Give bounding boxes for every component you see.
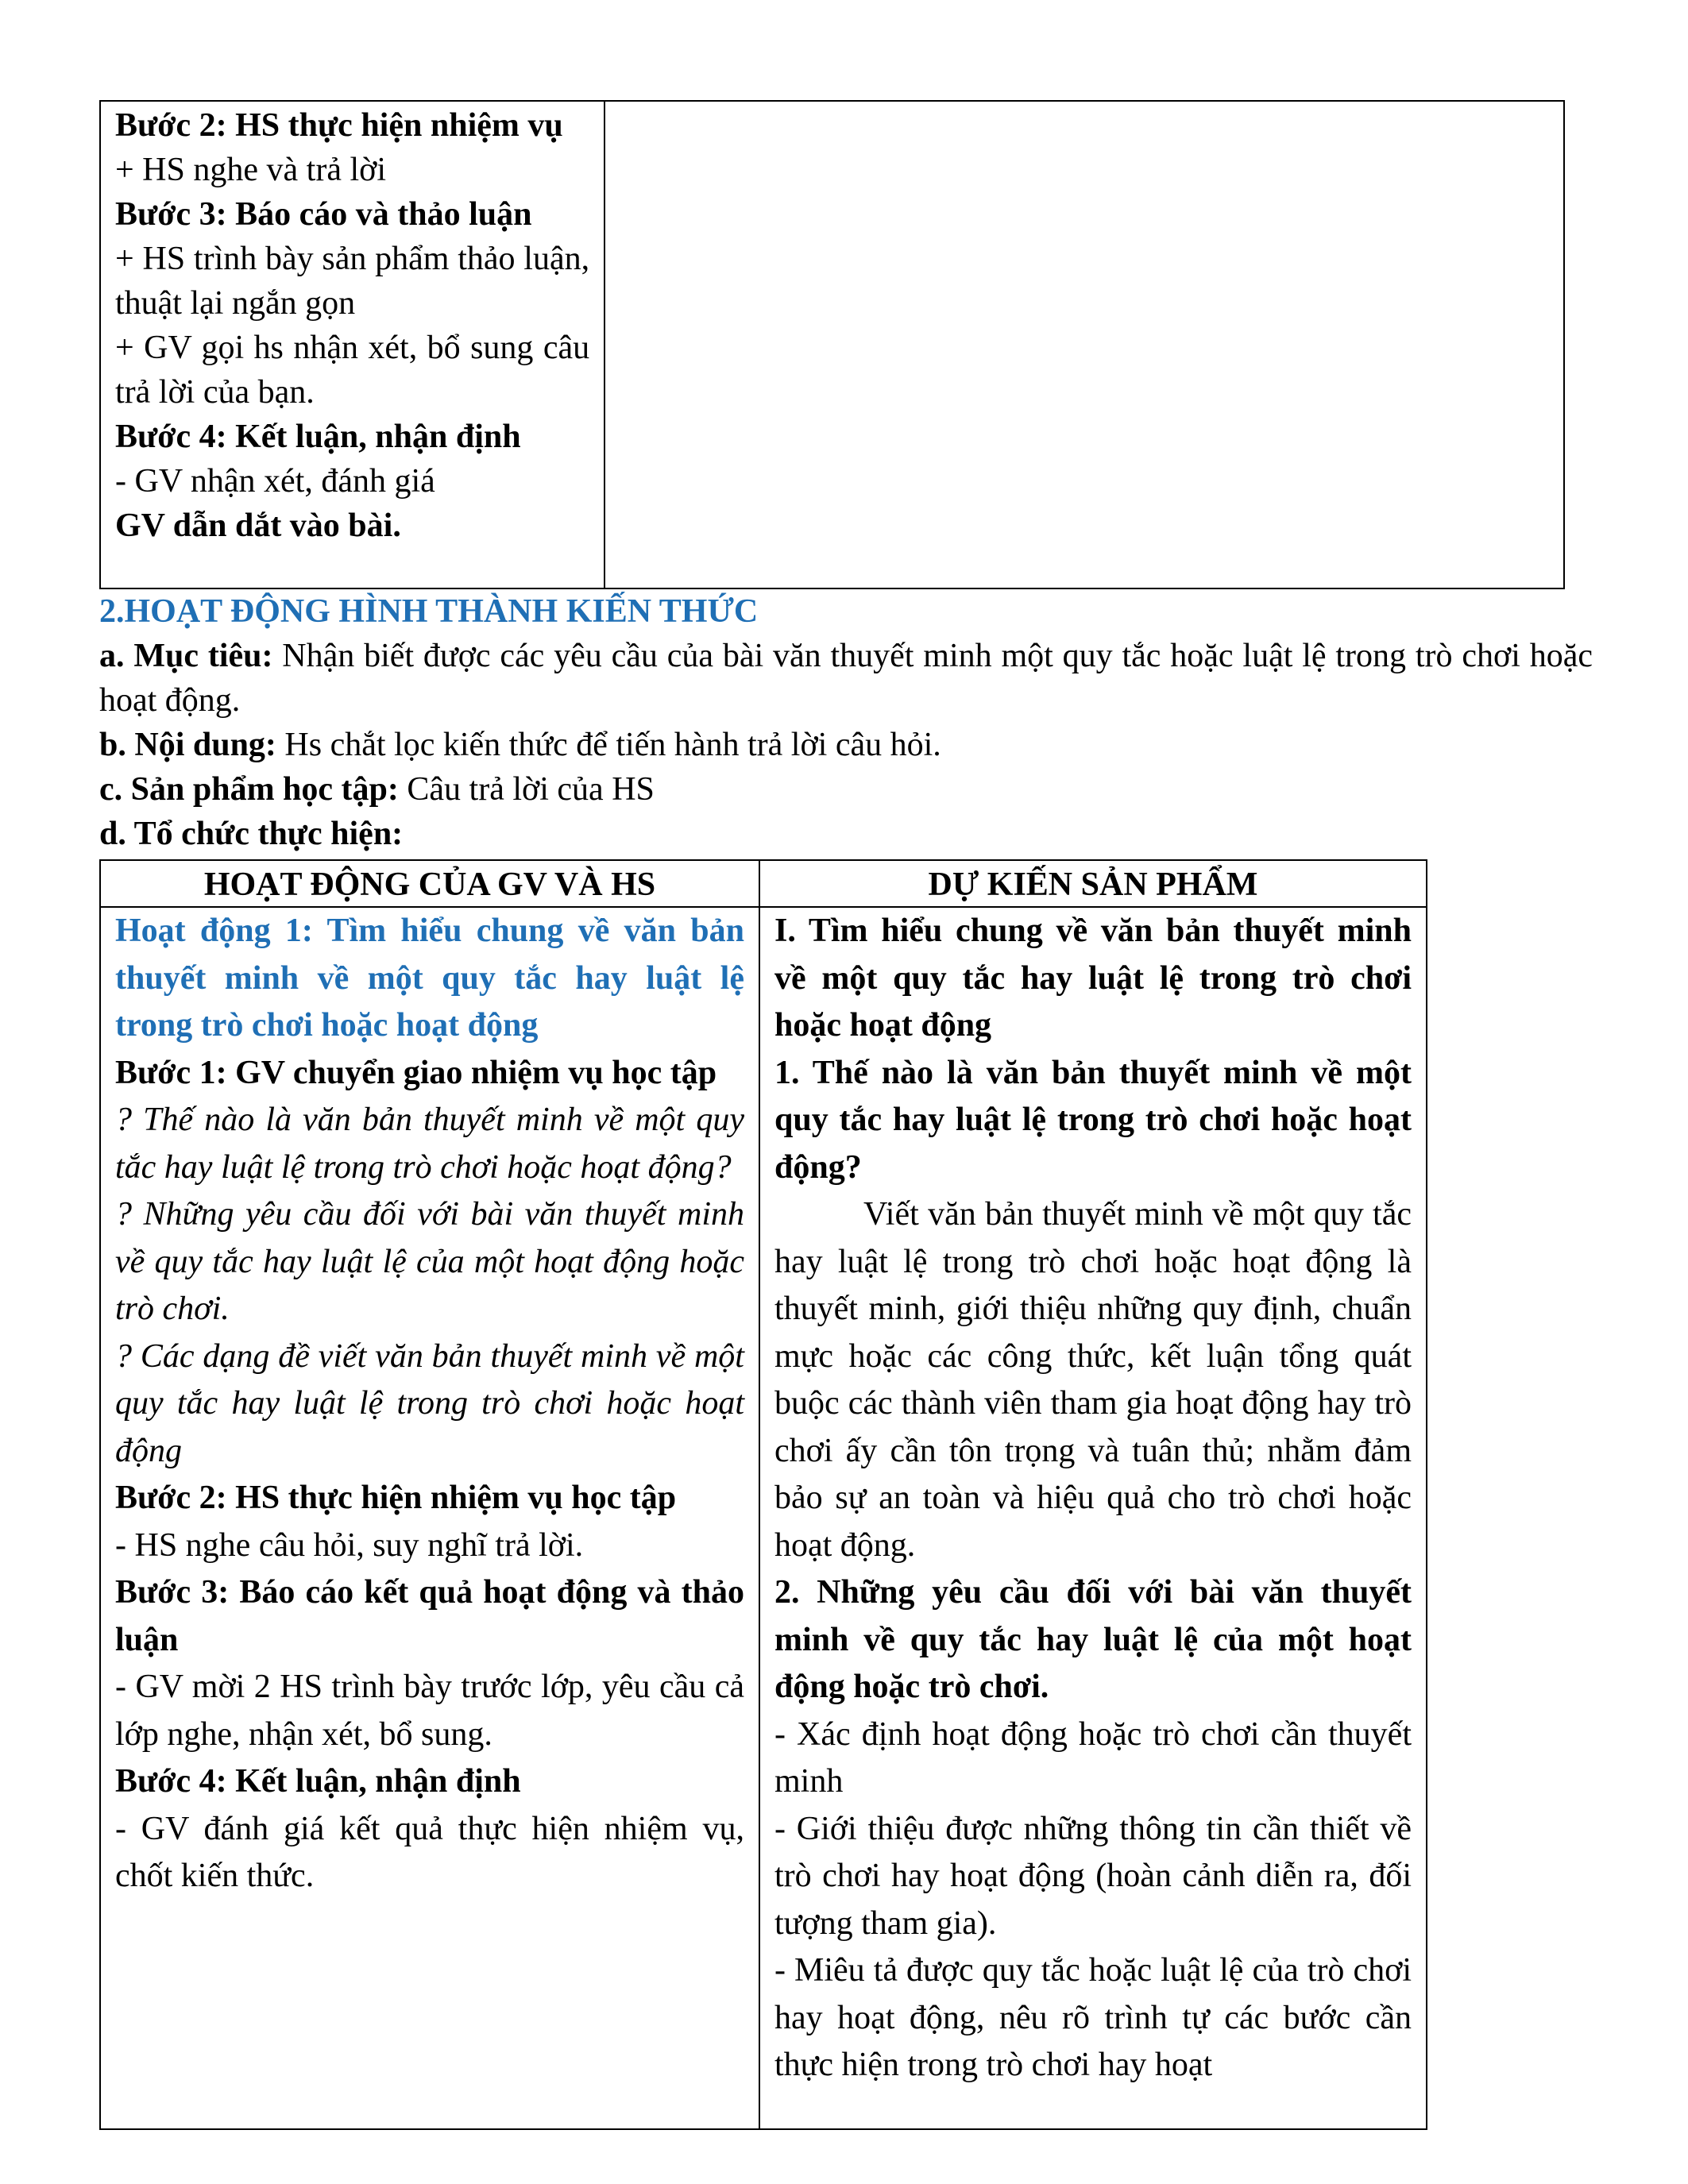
- product-text: Câu trả lời của HS: [398, 771, 655, 808]
- step-2-heading: Bước 2: HS thực hiện nhiệm vụ học tập: [115, 1480, 677, 1516]
- table-header-row: [100, 860, 1427, 907]
- top-activity-table: [99, 100, 1565, 589]
- objective-line: [99, 634, 1593, 723]
- product-answer-1: Viết văn bản thuyết minh về một quy tắc hay luật lệ trong trò chơi hoặc hoạt động là thuyết minh, giới thiệu những quy định, chuẩn mực hoặc các công thức, kết luận tổng quát buộc các thành viên tham gia hoạt động hay trò chơi ấy cần tôn trọng và tuân thủ; nhằm đảm bảo sự an toàn và hiệu quả cho trò chơi hoặc hoạt động.: [774, 1196, 1412, 1564]
- objective-label: a. Mục tiêu:: [99, 638, 273, 674]
- activity-table: [99, 859, 1427, 2130]
- step-2-text: + HS nghe và trả lời: [115, 152, 387, 188]
- question-3: ? Các dạng đề viết văn bản thuyết minh về một quy tắc hay luật lệ trong trò chơi hoặc hoạt động: [115, 1337, 744, 1469]
- question-1: ? Thế nào là văn bản thuyết minh về một quy tắc hay luật lệ trong trò chơi hoặc hoạt động?: [115, 1102, 744, 1186]
- step-3-text: - GV mời 2 HS trình bày trước lớp, yêu cầu cả lớp nghe, nhận xét, bổ sung.: [115, 1669, 744, 1753]
- step-4-heading: Bước 4: Kết luận, nhận định: [115, 419, 521, 455]
- content-label: b. Nội dung:: [99, 727, 276, 763]
- step-2-heading: Bước 2: HS thực hiện nhiệm vụ: [115, 107, 563, 144]
- requirement-1: - Xác định hoạt động hoặc trò chơi cần thuyết minh: [774, 1715, 1412, 1800]
- content-text: Hs chắt lọc kiến thức để tiến hành trả lời câu hỏi.: [276, 727, 941, 763]
- organization-line: [99, 812, 1593, 856]
- question-2: ? Những yêu cầu đối với bài văn thuyết minh về quy tắc hay luật lệ của một hoạt động hoặc trò chơi.: [115, 1196, 744, 1327]
- product-question-1: 1. Thế nào là văn bản thuyết minh về một quy tắc hay luật lệ trong trò chơi hoặc hoạt động?: [774, 1054, 1412, 1186]
- step-4-text: - GV nhận xét, đánh giá: [115, 463, 435, 500]
- table-row: [100, 907, 1427, 2129]
- top-right-cell: [605, 101, 1564, 588]
- activity-1-title: Hoạt động 1: Tìm hiểu chung về văn bản thuyết minh về một quy tắc hay luật lệ trong trò chơi hoặc hoạt động: [115, 913, 744, 1044]
- step-4-text: - GV đánh giá kết quả thực hiện nhiệm vụ, chốt kiến thức.: [115, 1810, 744, 1894]
- section-block: [99, 589, 1593, 856]
- step-4-heading: Bước 4: Kết luận, nhận định: [115, 1763, 521, 1800]
- step-3-heading: Bước 3: Báo cáo và thảo luận: [115, 196, 532, 233]
- product-question-2: 2. Những yêu cầu đối với bài văn thuyết minh về quy tắc hay luật lệ của một hoạt động hoặc trò chơi.: [774, 1574, 1412, 1705]
- requirement-3: - Miêu tả được quy tắc hoặc luật lệ của trò chơi hay hoạt động, nêu rõ trình tự các bước cần thực hiện trong trò chơi hay hoạt: [774, 1952, 1412, 2083]
- top-left-cell: [100, 101, 605, 588]
- header-activities: HOẠT ĐỘNG CỦA GV VÀ HS: [100, 860, 759, 907]
- organization-label: d. Tổ chức thực hiện:: [99, 816, 404, 852]
- step-3-heading: Bước 3: Báo cáo kết quả hoạt động và thảo luận: [115, 1574, 744, 1658]
- step-1-heading: Bước 1: GV chuyển giao nhiệm vụ học tập: [115, 1054, 717, 1091]
- product-line: [99, 767, 1593, 812]
- step-3-text-1: + HS trình bày sản phẩm thảo luận, thuật lại ngắn gọn: [115, 241, 590, 322]
- section-heading: 2.HOẠT ĐỘNG HÌNH THÀNH KIẾN THỨC: [99, 593, 759, 630]
- product-section-title: I. Tìm hiểu chung về văn bản thuyết minh về một quy tắc hay luật lệ trong trò chơi hoặc hoạt động: [774, 913, 1412, 1044]
- step-3-text-2: + GV gọi hs nhận xét, bổ sung câu trả lời của bạn.: [115, 330, 590, 411]
- objective-text: Nhận biết được các yêu cầu của bài văn thuyết minh một quy tắc hoặc luật lệ trong trò chơi hoặc hoạt động.: [99, 638, 1593, 719]
- products-cell: [759, 907, 1427, 2129]
- step-2-text: - HS nghe câu hỏi, suy nghĩ trả lời.: [115, 1526, 584, 1564]
- product-label: c. Sản phẩm học tập:: [99, 771, 399, 808]
- header-expected-products: DỰ KIẾN SẢN PHẨM: [759, 860, 1427, 907]
- table-row: [100, 101, 1564, 588]
- lead-in-text: GV dẫn dắt vào bài.: [115, 507, 401, 544]
- requirement-2: - Giới thiệu được những thông tin cần thiết về trò chơi hay hoạt động (hoàn cảnh diễn ra, đối tượng tham gia).: [774, 1810, 1412, 1942]
- activities-cell: [100, 907, 759, 2129]
- content-line: [99, 723, 1593, 767]
